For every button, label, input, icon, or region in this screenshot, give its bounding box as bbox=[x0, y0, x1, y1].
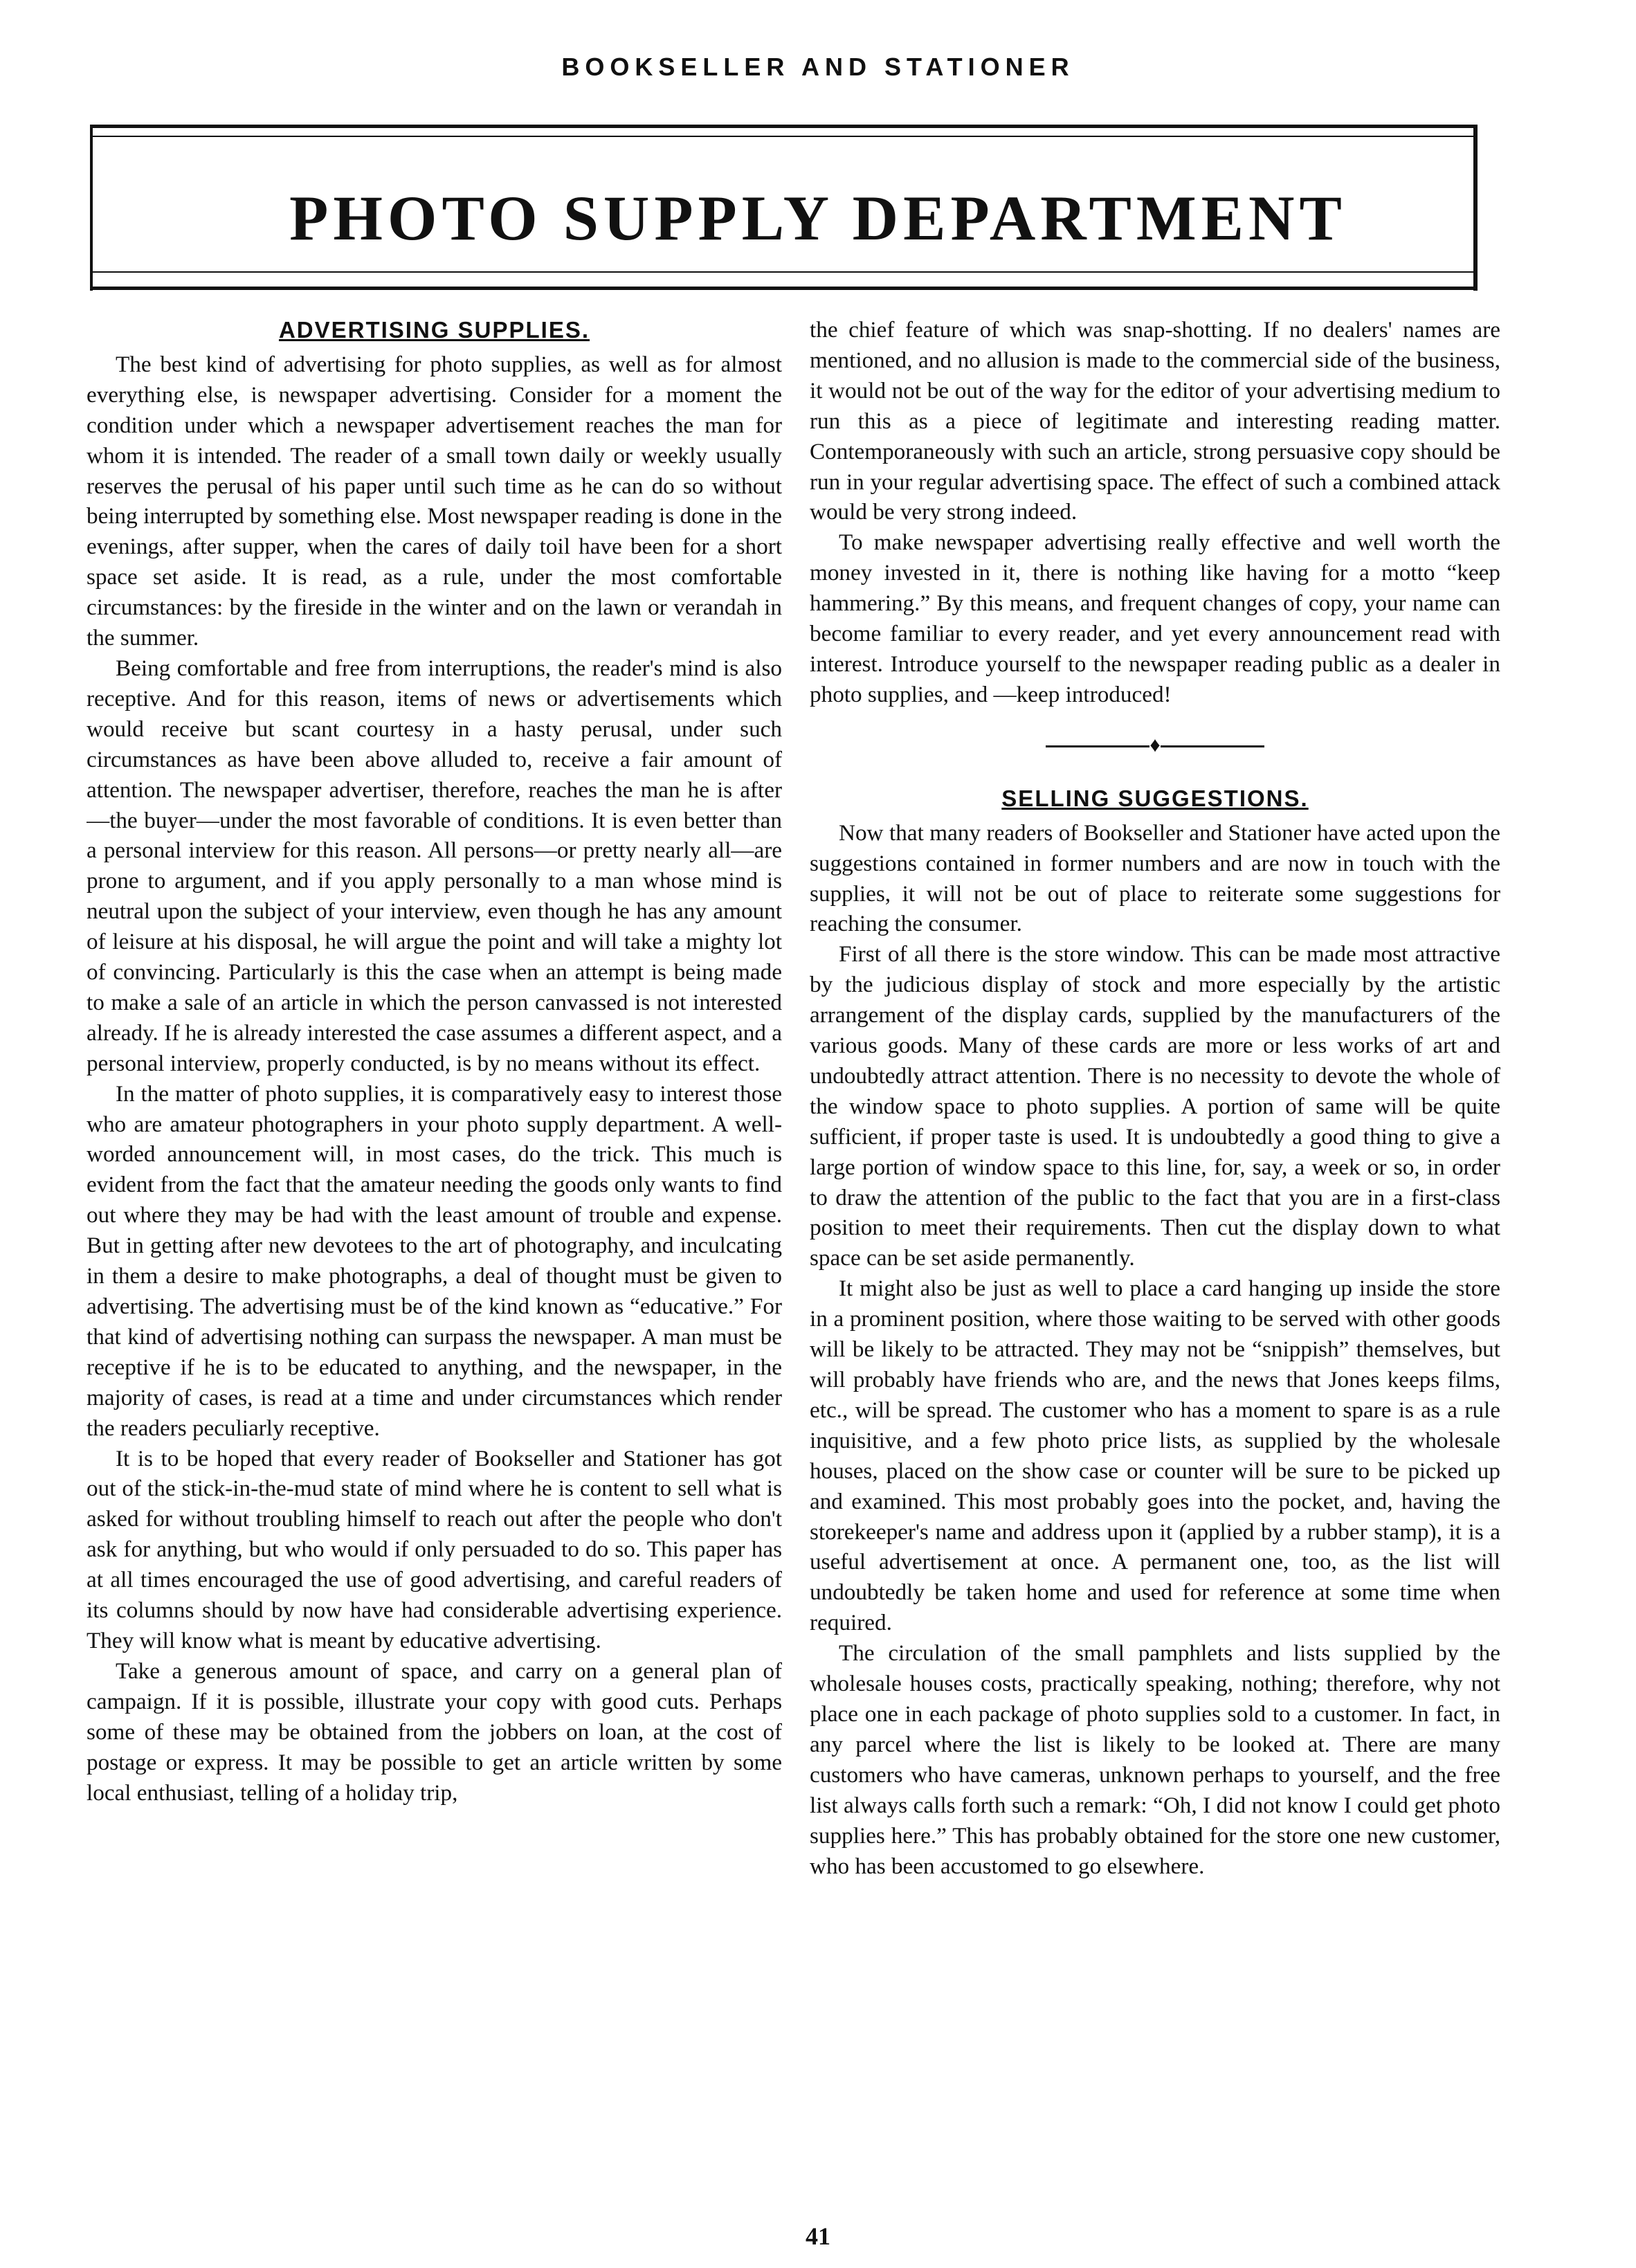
divider-line-left bbox=[1046, 745, 1149, 747]
paragraph: Now that many readers of Bookseller and Stationer have acted upon the suggestions contained in former numbers and are now in touch with the supplies, it will not be out of place to reiterate some suggestions for reaching the consumer. bbox=[810, 819, 1500, 937]
paragraph: It is to be hoped that every reader of Bookseller and Stationer has got out of the stick-in-the-mud state of mind where he is content to sell what is asked for without troubling himself to reach out after the people who don't ask for anything, but who would if only persuaded to do so. This paper has at all times encouraged the use of good advertising, and careful readers of its columns should by now have had considerable advertising experience. They will know what is meant by educative advertising. bbox=[87, 1445, 782, 1653]
paragraph: Being comfortable and free from interruptions, the reader's mind is also receptive. And for this reason, items of news or advertisements which would receive but scant courtesy in a hasty perusal, under such circumstances as have been above alluded to, receive a fair amount of attention. The newspaper advertiser, therefore, reaches the man he is after—the buyer—under the most favorable of conditions. It is even better than a personal interview for this reason. All persons—or pretty nearly all—are prone to argument, and if you apply personally to a man whose mind is neutral upon the subject of your interview, even though he has any amount of leisure at his disposal, he will argue the point and will take a mighty lot of convincing. Particularly is this the case when an attempt is being made to make a sale of an article in which the person canvassed is not interested already. If he is already interested the case assumes a different aspect, and a personal interview, properly conducted, is by no means without its effect. bbox=[87, 655, 782, 1076]
running-head: BOOKSELLER AND STATIONER bbox=[561, 53, 1075, 81]
paragraph: Take a generous amount of space, and carry on a general plan of campaign. If it is possible, illustrate your copy with good cuts. Perhaps some of these may be obtained from the jobbers on loan, at the cost of postage or express. It may be possible to get an article written by some local enthusiast, telling of a holiday trip, bbox=[87, 1658, 782, 1806]
page-title: PHOTO SUPPLY DEPARTMENT bbox=[289, 183, 1347, 253]
right-column bbox=[810, 315, 1500, 2211]
section-heading-selling-suggestions: SELLING SUGGESTIONS. bbox=[1001, 785, 1309, 811]
divider-ornament-icon: ♦ bbox=[1149, 733, 1161, 756]
page-number: 41 bbox=[806, 2222, 830, 2250]
paragraph: First of all there is the store window. This can be made most attractive by the judicious display of stock and more especially by the artistic arrangement of the display cards, supplied by the manufacturers of the various goods. Many of these cards are more or less works of art and undoubtedly attract attention. There is no necessity to devote the whole of the window space to photo supplies. A portion of same will be quite sufficient, if proper taste is used. It is undoubtedly a good thing to give a large portion of window space to this line, for, say, a week or so, in order to draw the attention of the public to the fact that you are in a first-class position to meet their requirements. Then cut the display down to what space can be set aside permanently. bbox=[810, 941, 1500, 1271]
paragraph: The circulation of the small pamphlets and lists supplied by the wholesale houses costs, practically speaking, nothing; therefore, why not place one in each package of photo supplies sold to a customer. In fact, in any parcel where the list is likely to be looked at. There are many customers who have cameras, unknown perhaps to yourself, and the free list always calls forth such a remark: “Oh, I did not know I could get photo supplies here.” This has probably obtained for the store one new customer, who has been accustomed to go elsewhere. bbox=[810, 1640, 1500, 1879]
paragraph: The best kind of advertising for photo supplies, as well as for almost everything else, is newspaper advertising. Consider for a moment the condition under which a newspaper advertisement reaches the man for whom it is intended. The reader of a small town daily or weekly usually reserves the perusal of his paper until such time as he can do so without being interrupted by something else. Most newspaper reading is done in the evenings, after supper, when the cares of daily toil have been for a short space set aside. It is read, as a rule, under the most comfortable circumstances: by the fireside in the winter and on the lawn or verandah in the summer. bbox=[87, 351, 782, 651]
paragraph: In the matter of photo supplies, it is comparatively easy to interest those who are amateur photographers in your photo supply department. A well-worded announcement will, in most cases, do the trick. This much is evident from the fact that the amateur needing the goods only wants to find out where they may be had with the least amount of trouble and expense. But in getting after new devotees to the art of photography, and inculcating in them a desire to make photographs, a deal of thought must be given to advertising. The advertising must be of the kind known as “educative.” For that kind of advertising nothing can surpass the newspaper. A man must be receptive if he is to be educated to anything, and the newspaper, in the majority of cases, is read at a time and under circumstances which render the readers peculiarly receptive. bbox=[87, 1080, 782, 1441]
banner-bottom-rule bbox=[90, 287, 1478, 290]
left-column bbox=[87, 315, 782, 2211]
section-divider bbox=[810, 735, 1500, 756]
paragraph: It might also be just as well to place a card hanging up inside the store in a prominent position, where those waiting to be served with other goods will be likely to be attracted. They may not be “snippish” themselves, but will probably have friends who are, and the news that Jones keeps films, etc., will be spread. The customer who has a moment to spare is as a rule inquisitive, and a few photo price lists, as supplied by the wholesale houses, placed on the show case or counter will be sure to be picked up and examined. This most probably goes into the pocket, and, having the storekeeper's name and address upon it (applied by a rubber stamp), it is a useful advertisement at once. A permanent one, too, as the list will undoubtedly be taken home and used for reference at some time when required. bbox=[810, 1276, 1500, 1636]
banner-bottom-rule-thin bbox=[90, 271, 1478, 273]
paragraph: To make newspaper advertising really effective and well worth the money invested in it, there is nothing like having for a motto “keep hammering.” By this means, and frequent changes of copy, your name can become familiar to every reader, and yet every announcement read with interest. Introduce yourself to the newspaper reading public as a dealer in photo supplies, and —keep introduced! bbox=[810, 529, 1500, 707]
paragraph: the chief feature of which was snap-shotting. If no dealers' names are mentioned, and no allusion is made to the commercial side of the business, it would not be out of the way for the editor of your advertising medium to run this as a piece of legitimate and interesting reading matter. Contemporaneously with such an article, strong persuasive copy should be run in your regular advertising space. The effect of such a combined attack would be very strong indeed. bbox=[810, 317, 1500, 525]
section-heading-advertising-supplies: ADVERTISING SUPPLIES. bbox=[278, 317, 590, 343]
divider-line-right bbox=[1161, 745, 1264, 747]
